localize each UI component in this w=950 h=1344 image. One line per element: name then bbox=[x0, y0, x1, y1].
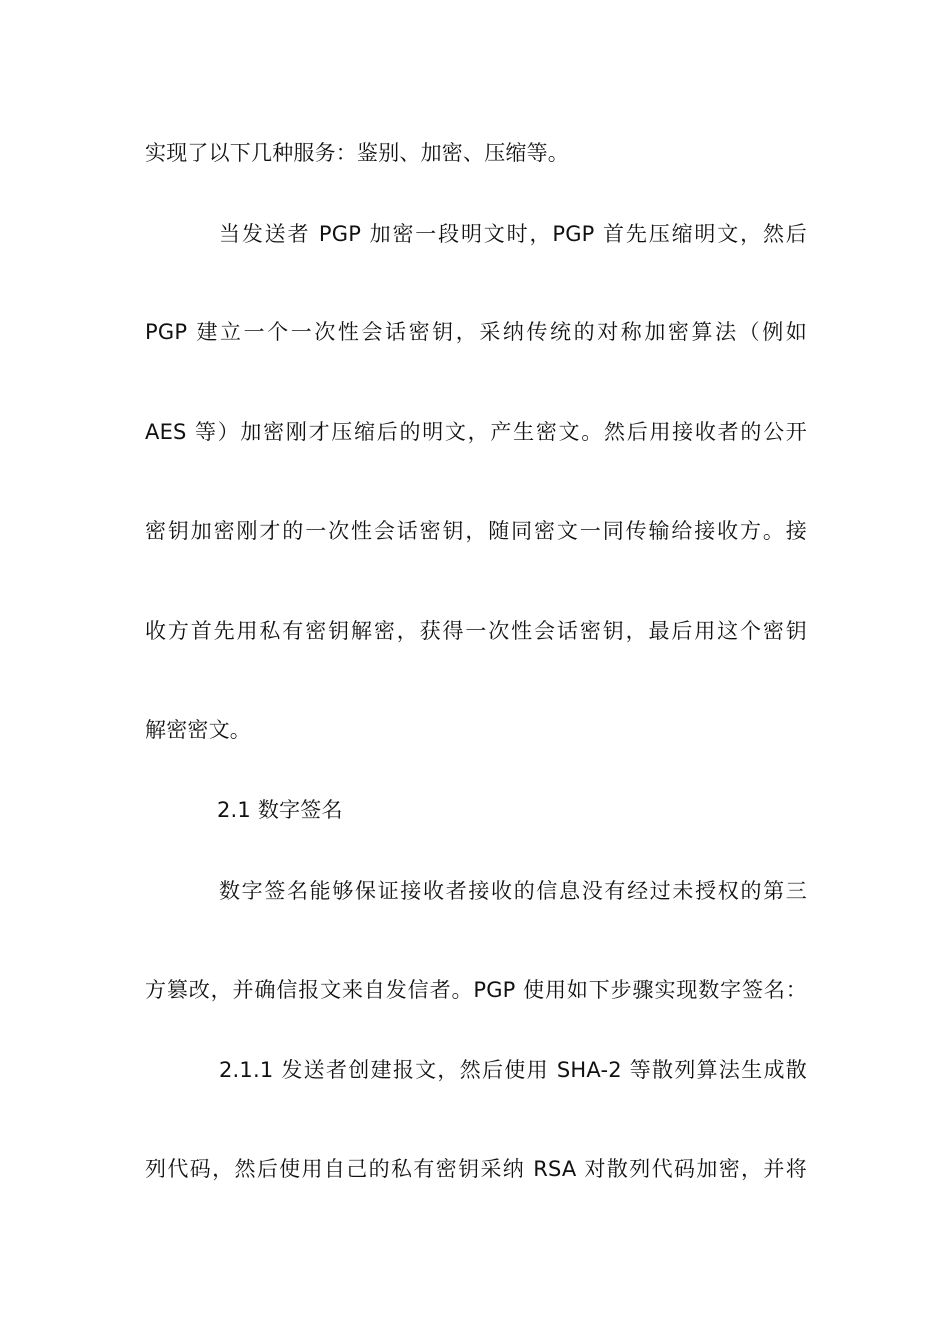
paragraph-line-5: 密钥加密刚才的一次性会话密钥，随同密文一同传输给接收方。接 bbox=[145, 519, 807, 543]
paragraph-line-2: 当发送者 PGP 加密一段明文时，PGP 首先压缩明文，然后 bbox=[219, 222, 807, 246]
paragraph-line-11: 2.1.1 发送者创建报文，然后使用 SHA-2 等散列算法生成散 bbox=[219, 1058, 807, 1082]
paragraph-line-12: 列代码，然后使用自己的私有密钥采纳 RSA 对散列代码加密，并将 bbox=[145, 1157, 807, 1181]
section-heading-2-1: 2.1 数字签名 bbox=[217, 798, 343, 822]
paragraph-line-10: 方篡改，并确信报文来自发信者。PGP 使用如下步骤实现数字签名： bbox=[145, 978, 807, 1002]
paragraph-line-7: 解密密文。 bbox=[145, 718, 251, 742]
paragraph-line-1: 实现了以下几种服务：鉴别、加密、压缩等。 bbox=[145, 141, 569, 165]
paragraph-line-3: PGP 建立一个一次性会话密钥，采纳传统的对称加密算法（例如 bbox=[145, 320, 807, 344]
paragraph-line-4: AES 等）加密刚才压缩后的明文，产生密文。然后用接收者的公开 bbox=[145, 420, 807, 444]
paragraph-line-9: 数字签名能够保证接收者接收的信息没有经过未授权的第三 bbox=[219, 879, 807, 903]
paragraph-line-6: 收方首先用私有密钥解密，获得一次性会话密钥，最后用这个密钥 bbox=[145, 619, 807, 643]
